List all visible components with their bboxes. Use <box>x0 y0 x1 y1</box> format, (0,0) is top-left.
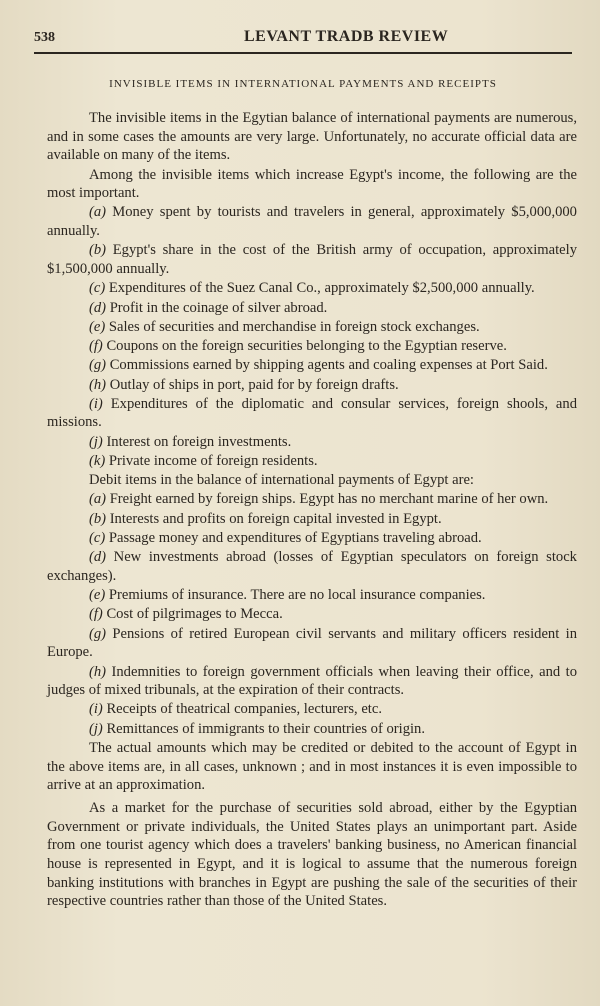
paragraph: As a market for the purchase of securities sold abroad, either by the Egyptian Government or private individuals, the United States plays an unimportant part. Aside from one tourist agency which does a travelers' banking business, no American financial house is represented in Egypt, and it is logical to assume that the numerous foreign banking institutions with branches in Egypt are pushing the sale of the securities of their respective countries rather than those of the United States. <box>47 799 577 910</box>
item-label: (b) <box>89 242 107 259</box>
item-text: Sales of securities and merchandise in foreign stock exchanges. <box>108 318 480 335</box>
item-label: (d) <box>89 549 107 566</box>
item-label: (e) <box>89 318 106 335</box>
list-item <box>47 625 577 662</box>
item-text: Remittances of immigrants to their countries of origin. <box>106 720 425 737</box>
item-text: New investments abroad (losses of Egyptian speculators on foreign stock exchanges). <box>47 549 577 584</box>
item-label: (a) <box>89 204 107 221</box>
list-item <box>47 299 577 318</box>
item-text: Coupons on the foreign securities belonging to the Egyptian reserve. <box>106 338 507 355</box>
item-label: (b) <box>89 510 107 527</box>
list-item <box>47 279 577 298</box>
paragraph: The actual amounts which may be credited or debited to the account of Egypt in the above items are, in all cases, unknown ; and in most instances it is even impossible to arrive at an approximation. <box>47 739 577 794</box>
item-label: (c) <box>89 280 106 297</box>
credit-items-list <box>47 203 577 470</box>
item-text: Passage money and expenditures of Egyptians traveling abroad. <box>108 529 482 546</box>
item-label: (g) <box>89 357 107 374</box>
list-item <box>47 433 577 452</box>
item-label: (h) <box>89 663 107 680</box>
item-text: Money spent by tourists and travelers in general, approximately $5,000,000 annually. <box>47 204 577 240</box>
list-item <box>47 337 577 356</box>
paragraph: Debit items in the balance of international payments of Egypt are: <box>89 472 474 489</box>
list-item <box>47 376 577 395</box>
list-item <box>47 490 577 509</box>
item-label: (h) <box>89 376 107 393</box>
item-label: (g) <box>89 625 107 642</box>
list-item <box>47 663 577 700</box>
item-text: Outlay of ships in port, paid for by foreign drafts. <box>109 376 399 393</box>
item-label: (i) <box>89 701 103 718</box>
running-header <box>34 28 572 50</box>
item-label: (c) <box>89 529 106 546</box>
header-rule <box>34 52 572 54</box>
list-item <box>47 452 577 471</box>
item-text: Profit in the coinage of silver abroad. <box>109 299 328 316</box>
list-item <box>47 605 577 624</box>
item-label: (f) <box>89 338 103 355</box>
item-text: Premiums of insurance. There are no local insurance companies. <box>108 587 486 604</box>
paragraph: Among the invisible items which increase Egypt's income, the following are the most important. <box>47 166 577 202</box>
item-label: (e) <box>89 587 106 604</box>
item-text: Private income of foreign residents. <box>108 452 318 469</box>
item-text: Expenditures of the Suez Canal Co., approximately $2,500,000 annually. <box>108 280 535 297</box>
item-text: Egypt's share in the cost of the British army of occupation, approximately $1,500,000 annually. <box>47 242 578 278</box>
section-heading: INVISIBLE ITEMS IN INTERNATIONAL PAYMENTS AND RECEIPTS <box>109 78 497 90</box>
list-item <box>47 548 577 585</box>
item-label: (f) <box>89 606 103 623</box>
item-label: (i) <box>89 395 103 412</box>
item-text: Freight earned by foreign ships. Egypt has no merchant marine of her own. <box>109 491 549 508</box>
list-item <box>47 318 577 337</box>
item-text: Commissions earned by shipping agents and coaling expenses at Port Said. <box>109 357 548 374</box>
list-item <box>47 529 577 548</box>
item-label: (a) <box>89 491 107 508</box>
item-label: (d) <box>89 299 107 316</box>
item-text: Cost of pilgrimages to Mecca. <box>106 606 283 623</box>
list-item <box>47 720 577 739</box>
item-label: (j) <box>89 720 103 737</box>
item-text: Interests and profits on foreign capital invested in Egypt. <box>109 510 442 527</box>
list-item <box>47 395 577 432</box>
item-text: Receipts of theatrical companies, lecturers, etc. <box>106 701 382 718</box>
list-item <box>47 510 577 529</box>
article-body <box>47 109 577 911</box>
debit-items-list <box>47 490 577 738</box>
paragraph: The invisible items in the Egytian balance of international payments are numerous, and in some cases the amounts are very large. Unfortunately, no accurate official data are available on many of the items. <box>47 110 577 164</box>
item-label: (k) <box>89 452 106 469</box>
list-item <box>47 241 577 278</box>
list-item <box>47 700 577 719</box>
item-text: Expenditures of the diplomatic and consular services, foreign shools, and missions. <box>47 395 577 431</box>
item-text: Pensions of retired European civil servants and military officers resident in Europe. <box>47 625 578 661</box>
running-title: LEVANT TRADB REVIEW <box>244 28 449 45</box>
list-item <box>47 586 577 605</box>
page-number: 538 <box>34 30 55 45</box>
item-label: (j) <box>89 433 103 450</box>
list-item <box>47 356 577 375</box>
list-item <box>47 203 577 240</box>
item-text: Interest on foreign investments. <box>106 433 292 450</box>
item-text: Indemnities to foreign government officials when leaving their office, and to judges of mixed tribunals, at the expiration of their contracts. <box>47 663 578 699</box>
